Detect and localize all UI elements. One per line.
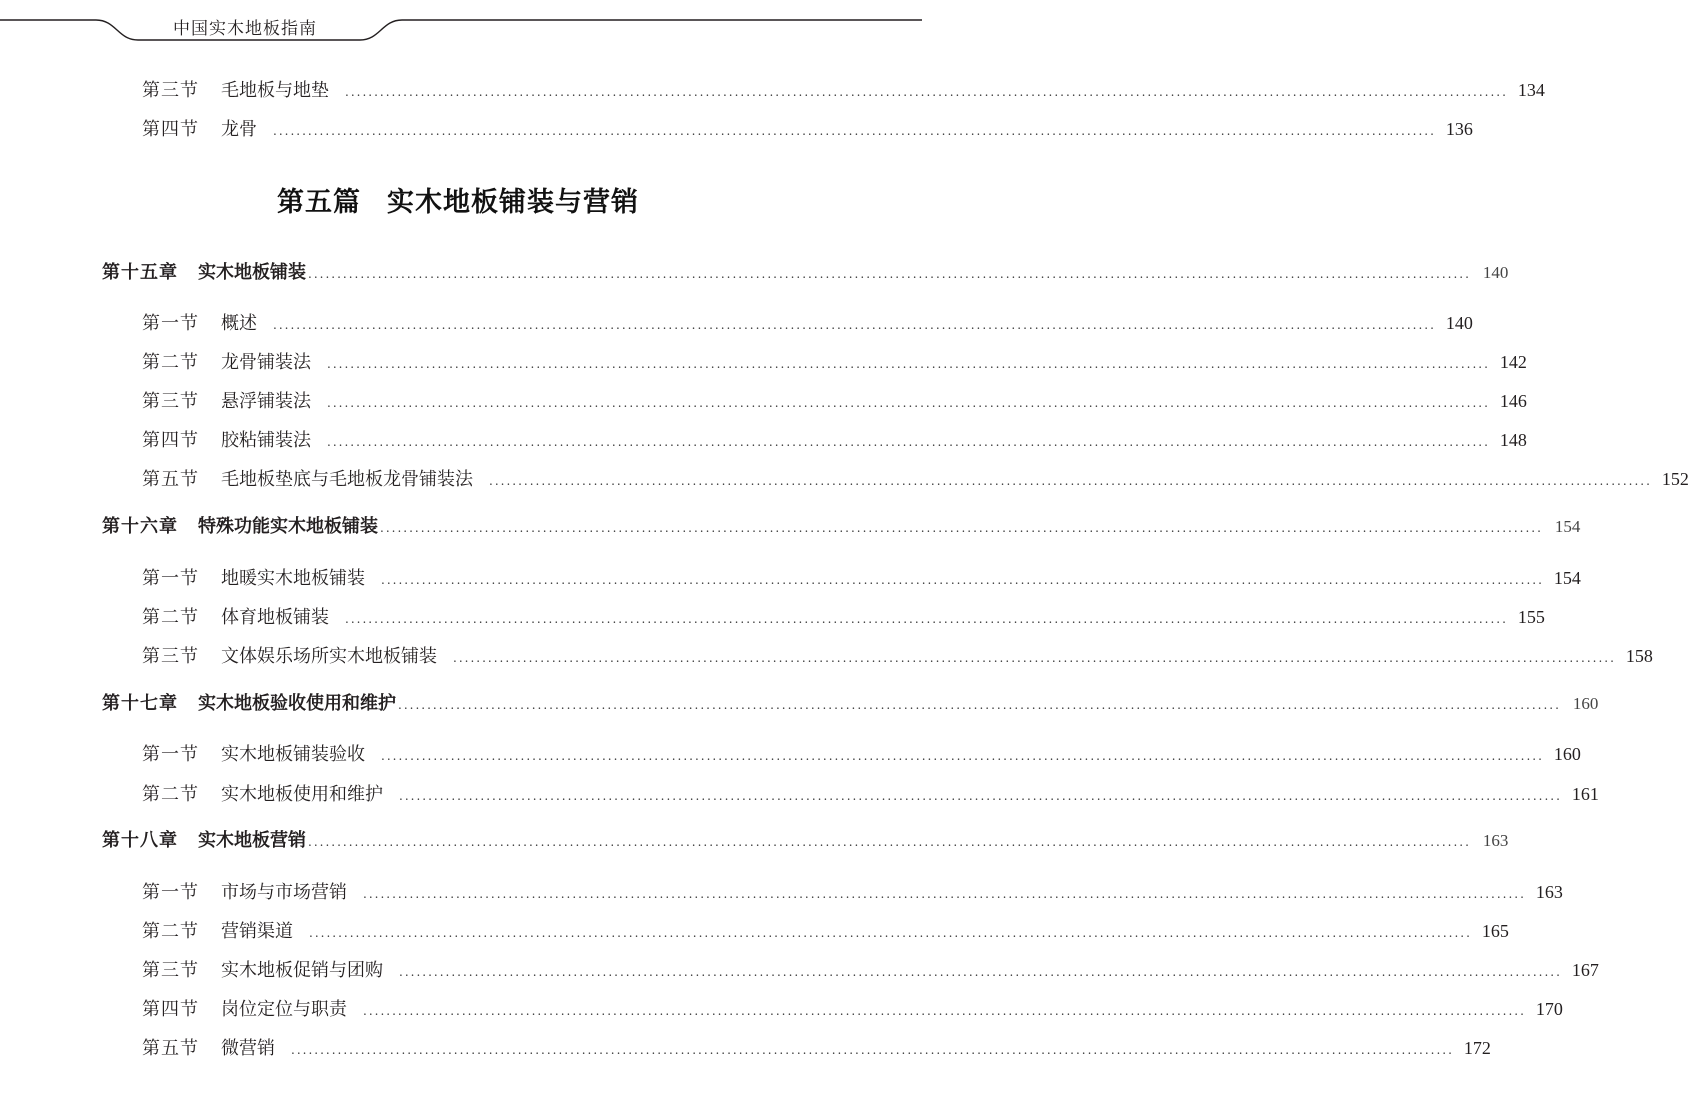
page-number: 167: [1571, 960, 1599, 980]
section-number: 第五节: [142, 469, 199, 490]
page-number: 140: [1445, 313, 1473, 333]
part-number: 第五篇: [277, 187, 361, 218]
section-number: 第二节: [142, 607, 199, 628]
toc-entry-section[interactable]: [142, 995, 1563, 1021]
section-number: 第四节: [142, 999, 199, 1020]
section-title: 悬浮铺装法: [221, 391, 311, 412]
section-title: 体育地板铺装: [221, 607, 329, 628]
page-number: 158: [1625, 646, 1653, 666]
toc-entry-section[interactable]: [142, 878, 1563, 904]
page-number: 161: [1571, 784, 1599, 804]
section-number: 第一节: [142, 744, 199, 765]
page-number: 165: [1481, 921, 1509, 941]
section-title: 文体娱乐场所实木地板铺装: [221, 646, 437, 667]
dot-leader: ........................................................................................................................................................................................................: [291, 1043, 1454, 1057]
section-number: 第三节: [142, 391, 199, 412]
chapter-number: 第十七章: [102, 693, 178, 714]
section-title: 微营销: [221, 1038, 275, 1059]
section-number: 第一节: [142, 568, 199, 589]
toc-entry-section[interactable]: [142, 780, 1599, 806]
section-number: 第二节: [142, 352, 199, 373]
section-title: 营销渠道: [221, 921, 293, 942]
section-title: 毛地板垫底与毛地板龙骨铺装法: [221, 469, 473, 490]
page-number: 172: [1463, 1038, 1491, 1058]
dot-leader: ........................................................................................................................................................................................................: [399, 789, 1562, 803]
section-title: 地暖实木地板铺装: [221, 568, 365, 589]
page-number: 154: [1554, 517, 1581, 536]
dot-leader: ........................................................................................................................................................................................................: [273, 124, 1436, 138]
page-number: 152: [1661, 469, 1689, 489]
dot-leader: ........................................................................................................................................................................................................: [399, 965, 1562, 979]
toc-entry-section[interactable]: [142, 564, 1581, 590]
page-number: 134: [1517, 80, 1545, 100]
section-number: 第二节: [142, 784, 199, 805]
section-number: 第三节: [142, 960, 199, 981]
chapter-number: 第十五章: [102, 262, 178, 283]
section-title: 毛地板与地垫: [221, 80, 329, 101]
page-number: 160: [1572, 694, 1599, 713]
section-title: 龙骨铺装法: [221, 352, 311, 373]
toc-entry-section[interactable]: [142, 309, 1473, 335]
dot-leader: ........................................................................................................................................................................................................: [327, 357, 1490, 371]
section-title: 概述: [221, 313, 257, 334]
page-number: 140: [1482, 263, 1509, 282]
toc-entry-section[interactable]: [142, 956, 1599, 982]
toc-entry-section[interactable]: [142, 642, 1653, 668]
page-number: 163: [1482, 831, 1509, 850]
toc-entry-section[interactable]: [142, 1034, 1491, 1060]
section-number: 第五节: [142, 1038, 199, 1059]
section-number: 第二节: [142, 921, 199, 942]
dot-leader: ........................................................................................................................................................................................................: [273, 318, 1436, 332]
chapter-title: 实木地板铺装: [198, 262, 306, 283]
section-number: 第一节: [142, 882, 199, 903]
dot-leader: ........................................................................................................................................................................................................: [453, 651, 1616, 665]
dot-leader: ........................................................................................................................................................................................................: [381, 573, 1544, 587]
page-number: 146: [1499, 391, 1527, 411]
dot-leader: ........................................................................................................................................................................................................: [489, 474, 1652, 488]
page-number: 155: [1517, 607, 1545, 627]
toc-entry-chapter[interactable]: [102, 512, 1581, 538]
section-title: 胶粘铺装法: [221, 430, 311, 451]
page-number: 154: [1553, 568, 1581, 588]
dot-leader: ........................................................................................................................................................................................................: [380, 521, 1543, 535]
running-header-title: 中国实木地板指南: [173, 19, 317, 39]
section-title: 岗位定位与职责: [221, 999, 347, 1020]
dot-leader: ........................................................................................................................................................................................................: [327, 396, 1490, 410]
chapter-title: 实木地板验收使用和维护: [198, 693, 396, 714]
toc-entry-section[interactable]: [142, 603, 1545, 629]
toc-entry-chapter[interactable]: [102, 689, 1599, 715]
dot-leader: ........................................................................................................................................................................................................: [309, 926, 1472, 940]
dot-leader: ........................................................................................................................................................................................................: [363, 887, 1526, 901]
section-number: 第四节: [142, 430, 199, 451]
toc-entry-section[interactable]: [142, 465, 1689, 491]
dot-leader: ........................................................................................................................................................................................................: [398, 698, 1561, 712]
page-number: 142: [1499, 352, 1527, 372]
page-number: 160: [1553, 744, 1581, 764]
toc-entry-section[interactable]: [142, 76, 1545, 102]
chapter-number: 第十六章: [102, 516, 178, 537]
toc-entry-chapter[interactable]: [102, 826, 1509, 852]
toc-entry-section[interactable]: [142, 115, 1473, 141]
section-number: 第四节: [142, 119, 199, 140]
section-title: 龙骨: [221, 119, 257, 140]
page-number: 148: [1499, 430, 1527, 450]
toc-entry-section[interactable]: [142, 740, 1581, 766]
dot-leader: ........................................................................................................................................................................................................: [345, 612, 1508, 626]
page-number: 136: [1445, 119, 1473, 139]
chapter-number: 第十八章: [102, 830, 178, 851]
section-number: 第三节: [142, 646, 199, 667]
toc-entry-section[interactable]: [142, 387, 1527, 413]
toc-entry-section[interactable]: [142, 426, 1527, 452]
dot-leader: ........................................................................................................................................................................................................: [308, 267, 1471, 281]
section-title: 实木地板促销与团购: [221, 960, 383, 981]
dot-leader: ........................................................................................................................................................................................................: [308, 835, 1471, 849]
section-title: 市场与市场营销: [221, 882, 347, 903]
section-number: 第一节: [142, 313, 199, 334]
dot-leader: ........................................................................................................................................................................................................: [327, 435, 1490, 449]
chapter-title: 实木地板营销: [198, 830, 306, 851]
section-title: 实木地板使用和维护: [221, 784, 383, 805]
toc-entry-chapter[interactable]: [102, 258, 1509, 284]
part-heading: [0, 180, 916, 219]
page-number: 170: [1535, 999, 1563, 1019]
dot-leader: ........................................................................................................................................................................................................: [381, 749, 1544, 763]
part-title: 实木地板铺装与营销: [387, 187, 639, 218]
toc-entry-section[interactable]: [142, 348, 1527, 374]
toc-entry-section[interactable]: [142, 917, 1509, 943]
section-title: 实木地板铺装验收: [221, 744, 365, 765]
dot-leader: ........................................................................................................................................................................................................: [345, 85, 1508, 99]
page-number: 163: [1535, 882, 1563, 902]
chapter-title: 特殊功能实木地板铺装: [198, 516, 378, 537]
section-number: 第三节: [142, 80, 199, 101]
dot-leader: ........................................................................................................................................................................................................: [363, 1004, 1526, 1018]
